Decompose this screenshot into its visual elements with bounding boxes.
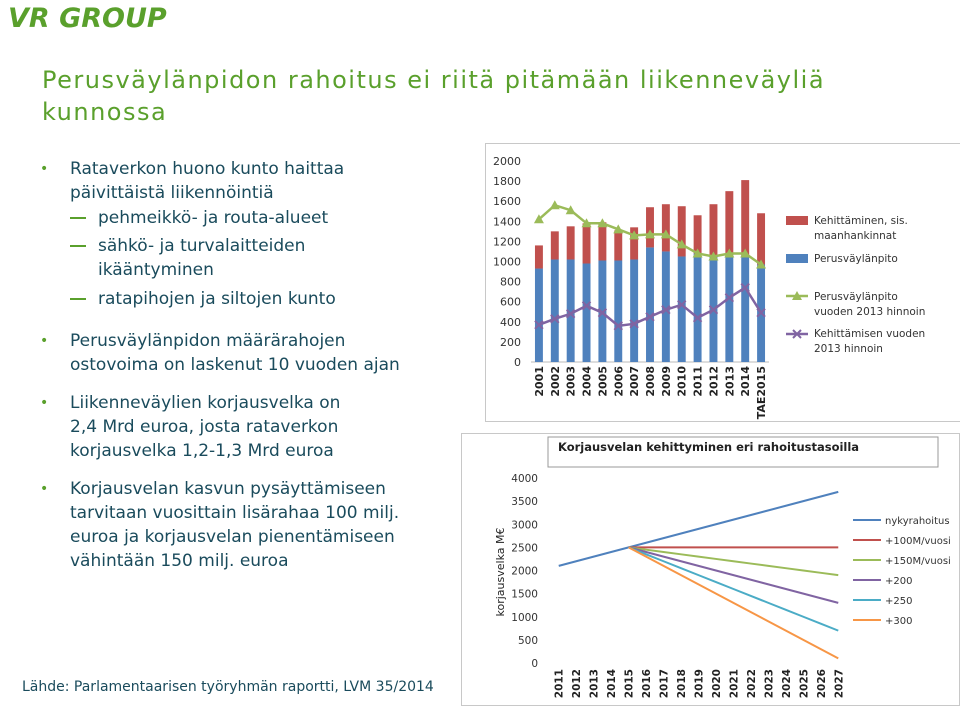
x-tick-label: 2001 [532, 366, 546, 397]
bar-perusvaylanpito [551, 259, 559, 362]
sub-bullet-line: sähkö- ja turvalaitteiden [98, 236, 306, 256]
bar-kehittaminen [678, 206, 686, 256]
bar-kehittaminen [567, 226, 575, 259]
bar-kehittaminen [710, 204, 718, 256]
x-tick-label: 2013 [588, 669, 601, 699]
legend-swatch-perusvaylanpito [786, 254, 808, 263]
y-tick-label: 1500 [511, 588, 538, 601]
slide-title-line1: Perusväylänpidon rahoitus ei riitä pitämään liikenneväyliä [42, 66, 826, 94]
chart-title: Korjausvelan kehittyminen eri rahoitustasoilla [558, 440, 860, 454]
bar-perusvaylanpito [694, 253, 702, 362]
x-tick-label: 2006 [612, 366, 626, 397]
x-tick-label: 2020 [710, 669, 723, 699]
legend-label: maanhankinnat [814, 230, 897, 242]
bar-perusvaylanpito [725, 255, 733, 362]
y-tick-label: 1000 [493, 255, 521, 269]
x-tick-label: 2024 [780, 669, 793, 699]
repair-debt-chart-svg [462, 434, 959, 705]
x-tick-label: 2022 [745, 669, 758, 699]
legend-label: +200 [885, 576, 913, 587]
y-tick-label: 500 [517, 634, 538, 647]
x-tick-label: 2008 [644, 366, 657, 397]
y-tick-label: 2500 [511, 542, 538, 555]
y-axis-label: korjausvelka M€ [494, 527, 507, 617]
legend-swatch-kehittaminen [786, 216, 808, 225]
bar-perusvaylanpito [583, 264, 591, 362]
x-tick-label: 2018 [676, 669, 689, 699]
bullet-line: päivittäistä liikennöintiä [70, 183, 274, 203]
x-tick-label: 2003 [564, 366, 578, 397]
x-tick-label: 2005 [596, 366, 610, 397]
series-line [629, 547, 839, 630]
sub-bullet-line: ratapihojen ja siltojen kunto [98, 289, 336, 309]
y-tick-label: 1000 [511, 611, 538, 624]
bar-kehittaminen [614, 230, 622, 260]
x-tick-label: 2025 [798, 669, 811, 699]
series-line [629, 547, 839, 603]
y-tick-label: 200 [500, 335, 521, 349]
x-tick-label: 2015 [623, 669, 636, 699]
y-tick-label: 1200 [493, 235, 521, 249]
point-perusvaylanpito-2013 [550, 200, 560, 209]
series-line [629, 547, 839, 575]
bar-kehittaminen [535, 245, 543, 268]
legend-label: nykyrahoitus [885, 516, 950, 527]
bar-kehittaminen [662, 204, 670, 251]
funding-chart-svg [486, 144, 960, 421]
bullet-line: euroa ja korjausvelan pienentämiseen [70, 527, 395, 547]
bar-perusvaylanpito [678, 256, 686, 362]
y-tick-label: 3500 [511, 496, 538, 509]
y-tick-label: 800 [500, 275, 521, 289]
legend-label: +100M/vuosi [885, 536, 951, 547]
legend-label: 2013 hinnoin [814, 343, 883, 355]
bar-perusvaylanpito [535, 269, 543, 362]
legend-label: vuoden 2013 hinnoin [814, 306, 926, 318]
x-tick-label: 2014 [606, 669, 619, 699]
legend-label: +300 [885, 616, 913, 627]
funding-chart [485, 143, 960, 422]
y-tick-label: 4000 [511, 473, 538, 485]
bullet-line: Korjausvelan kasvun pysäyttämiseen [70, 479, 386, 499]
logo-text: VR GROUP [8, 3, 167, 32]
legend-label: +150M/vuosi [885, 556, 951, 567]
bar-perusvaylanpito [630, 259, 638, 362]
bar-perusvaylanpito [614, 260, 622, 362]
bullet-line: 2,4 Mrd euroa, josta rataverkon [70, 417, 339, 437]
y-tick-label: 0 [514, 356, 521, 369]
bar-kehittaminen [741, 180, 749, 255]
bullet-line: ostovoima on laskenut 10 vuoden ajan [70, 355, 400, 375]
x-tick-label: 2004 [580, 366, 594, 397]
legend-label: Perusväylänpito [814, 253, 898, 265]
bullet-dot: • [40, 333, 49, 349]
x-tick-label: 2027 [833, 669, 846, 699]
bullet-dot: • [40, 481, 49, 497]
bullet-dot: • [40, 395, 49, 411]
repair-debt-chart [461, 433, 960, 706]
y-tick-label: 2000 [493, 155, 521, 168]
x-tick-label: TAE2015 [755, 366, 769, 420]
sub-bullet-line: ikääntyminen [98, 260, 214, 280]
vr-group-logo [6, 2, 241, 32]
x-tick-label: 2011 [691, 366, 705, 397]
bar-kehittaminen [725, 191, 733, 255]
x-tick-label: 2007 [628, 366, 642, 397]
bullet-line: tarvitaan vuosittain lisärahaa 100 milj. [70, 503, 400, 523]
x-tick-label: 2021 [728, 669, 741, 699]
bullet-line: korjausvelka 1,2-1,3 Mrd euroa [70, 441, 334, 461]
y-tick-label: 1400 [493, 215, 521, 229]
x-tick-label: 2014 [739, 366, 753, 397]
bar-kehittaminen [646, 207, 654, 247]
y-tick-label: 3000 [511, 519, 538, 532]
x-tick-label: 2010 [675, 366, 689, 397]
x-tick-label: 2023 [763, 669, 776, 699]
bullet-line: vähintään 150 milj. euroa [70, 551, 289, 571]
bar-kehittaminen [598, 222, 606, 260]
bar-kehittaminen [757, 213, 765, 264]
legend-label: Kehittäminen, sis. [814, 215, 908, 227]
bar-perusvaylanpito [741, 255, 749, 362]
y-tick-label: 1800 [493, 175, 521, 189]
bar-kehittaminen [551, 231, 559, 259]
bar-kehittaminen [583, 223, 591, 263]
legend-label: +250 [885, 596, 913, 607]
x-tick-label: 2016 [641, 669, 654, 699]
x-tick-label: 2017 [658, 669, 671, 699]
series-line [629, 547, 839, 658]
series-line [559, 492, 839, 566]
x-tick-label: 2002 [548, 366, 562, 397]
slide-title [42, 64, 922, 128]
x-tick-label: 2026 [815, 669, 828, 699]
y-tick-label: 2000 [511, 565, 538, 578]
legend-label: Kehittämisen vuoden [814, 328, 926, 340]
y-tick-label: 600 [500, 295, 521, 309]
y-tick-label: 0 [531, 658, 538, 670]
bar-kehittaminen [694, 215, 702, 253]
legend-label: Perusväylänpito [814, 291, 898, 303]
bullet-line: Liikenneväylien korjausvelka on [70, 393, 341, 413]
x-tick-label: 2013 [723, 366, 737, 397]
x-tick-label: 2011 [553, 669, 566, 699]
dash-marker [70, 217, 86, 219]
bullet-line: Perusväylänpidon määrärahojen [70, 331, 346, 351]
source-note: Lähde: Parlamentaarisen työryhmän raportti, LVM 35/2014 [22, 679, 434, 695]
x-tick-label: 2012 [571, 669, 584, 699]
x-tick-label: 2019 [693, 669, 706, 699]
x-tick-label: 2009 [659, 366, 673, 397]
bullet-line: Rataverkon huono kunto haittaa [70, 159, 345, 179]
y-tick-label: 1600 [493, 195, 521, 209]
y-tick-label: 400 [500, 315, 521, 329]
sub-bullet-line: pehmeikkö- ja routa-alueet [98, 208, 329, 228]
bar-perusvaylanpito [646, 247, 654, 362]
bullet-dot: • [40, 161, 49, 177]
slide-title-line2: kunnossa [42, 98, 168, 126]
dash-marker [70, 245, 86, 247]
x-tick-label: 2012 [707, 366, 721, 397]
dash-marker [70, 298, 86, 300]
